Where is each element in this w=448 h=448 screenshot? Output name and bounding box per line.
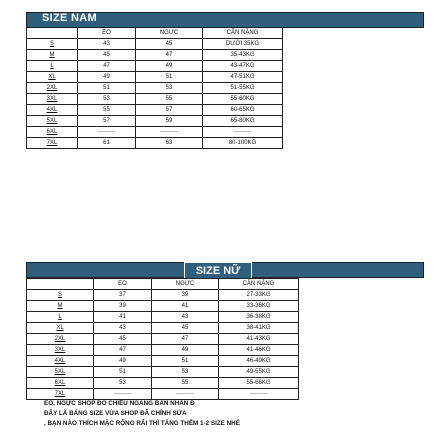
value-cell: 49 [78,72,136,83]
value-cell: 53 [136,83,203,94]
value-cell: 35-43KG [203,50,283,61]
female-size-table [26,278,299,400]
value-cell: 45 [152,323,219,334]
value-cell: ——— [136,127,203,138]
value-cell: 45 [94,334,152,345]
value-cell: 49-55KG [219,367,299,378]
size-cell: 2XL [27,83,78,94]
value-cell: 55 [136,94,203,105]
value-cell: 60-65KG [203,105,283,116]
table-header-row [27,28,283,39]
size-cell: S [27,39,78,50]
value-cell: 47-51KG [203,72,283,83]
value-cell: ——— [94,389,152,400]
value-cell: 47 [94,345,152,356]
value-cell: 43 [78,39,136,50]
value-cell: 59 [136,116,203,127]
table-row [27,61,283,72]
value-cell: 53 [152,367,219,378]
size-cell: L [27,312,94,323]
table-row [27,334,299,345]
value-cell: 47 [152,334,219,345]
column-header: CÂN NẶNG [219,279,299,290]
table-row [27,312,299,323]
table-row [27,356,299,367]
size-cell: M [27,301,94,312]
size-cell: 5XL [27,367,94,378]
table-row [27,127,283,138]
female-size-title: SIZE NỮ [184,262,252,279]
value-cell: 37 [94,290,152,301]
value-cell: 27-33KG [219,290,299,301]
value-cell: ——— [78,127,136,138]
size-cell: XL [27,72,78,83]
table-row [27,116,283,127]
value-cell: DƯỚI 35KG [203,39,283,50]
size-cell: 6XL [27,378,94,389]
value-cell: 80-100KG [203,138,283,149]
size-cell: 7XL [27,389,94,400]
size-cell: S [27,290,94,301]
size-cell: 5XL [27,116,78,127]
value-cell: 47 [136,50,203,61]
note-line: EO, NGỰC SHOP ĐO CHIỀU NGANG BÀN NHÂN Đ [44,400,195,407]
size-notes [44,399,444,429]
value-cell: 33-36KG [219,301,299,312]
value-cell: 49 [152,345,219,356]
column-header: EO [94,279,152,290]
value-cell: 55-60KG [203,94,283,105]
value-cell: 47 [78,61,136,72]
table-row [27,39,283,50]
size-cell: L [27,61,78,72]
table-header-row [27,279,299,290]
value-cell: 57 [78,116,136,127]
value-cell: ——— [152,389,219,400]
size-cell: 4XL [27,105,78,116]
male-size-table [26,27,283,149]
table-row [27,50,283,61]
value-cell: 41 [152,301,219,312]
value-cell: 49 [94,356,152,367]
value-cell: 41-43KG [219,334,299,345]
value-cell: 38-41KG [219,323,299,334]
table-row [27,389,299,400]
value-cell: ——— [219,389,299,400]
size-cell: 7XL [27,138,78,149]
table-row [27,301,299,312]
value-cell: 41-46KG [219,345,299,356]
table-row [27,83,283,94]
column-header [27,28,78,39]
value-cell: ——— [203,127,283,138]
column-header [27,279,94,290]
size-cell: M [27,50,78,61]
note-line: , BẠN NÀO THÍCH MẶC RỘNG RÃI THÌ TĂNG THÊM 1-2 SIZE NHÉ [44,420,240,427]
size-cell: 3XL [27,94,78,105]
size-cell: 2XL [27,334,94,345]
table-row [27,105,283,116]
value-cell: 43-47KG [203,61,283,72]
size-cell: XL [27,323,94,334]
value-cell: 57 [136,105,203,116]
value-cell: 55 [152,378,219,389]
male-size-title: SIZE NAM [42,12,97,24]
value-cell: 65-80KG [203,116,283,127]
size-cell: 3XL [27,345,94,356]
value-cell: 45 [78,50,136,61]
value-cell: 51-55KG [203,83,283,94]
value-cell: 63 [136,138,203,149]
table-row [27,378,299,389]
value-cell: 49 [136,61,203,72]
column-header: NGỰC [136,28,203,39]
note-line: ĐÂY LÀ BẢNG SIZE VỪA SHOP ĐÃ CHỈNH SỬA [44,410,187,417]
size-cell: 6XL [27,127,78,138]
value-cell: 46-49KG [219,356,299,367]
value-cell: 61 [78,138,136,149]
value-cell: 51 [94,367,152,378]
table-row [27,290,299,301]
value-cell: 51 [78,83,136,94]
table-row [27,345,299,356]
table-row [27,138,283,149]
column-header: EO [78,28,136,39]
value-cell: 53 [94,378,152,389]
column-header: NGỰC [152,279,219,290]
size-cell: 4XL [27,356,94,367]
table-row [27,94,283,105]
value-cell: 41 [94,312,152,323]
value-cell: 55-66KG [219,378,299,389]
value-cell: 36-38KG [219,312,299,323]
value-cell: 55 [78,105,136,116]
table-row [27,367,299,378]
table-row [27,323,299,334]
table-row [27,72,283,83]
value-cell: 51 [136,72,203,83]
value-cell: 39 [152,290,219,301]
value-cell: 43 [152,312,219,323]
value-cell: 43 [94,323,152,334]
column-header: CÂN NẶNG [203,28,283,39]
value-cell: 39 [94,301,152,312]
value-cell: 45 [136,39,203,50]
value-cell: 51 [152,356,219,367]
value-cell: 53 [78,94,136,105]
